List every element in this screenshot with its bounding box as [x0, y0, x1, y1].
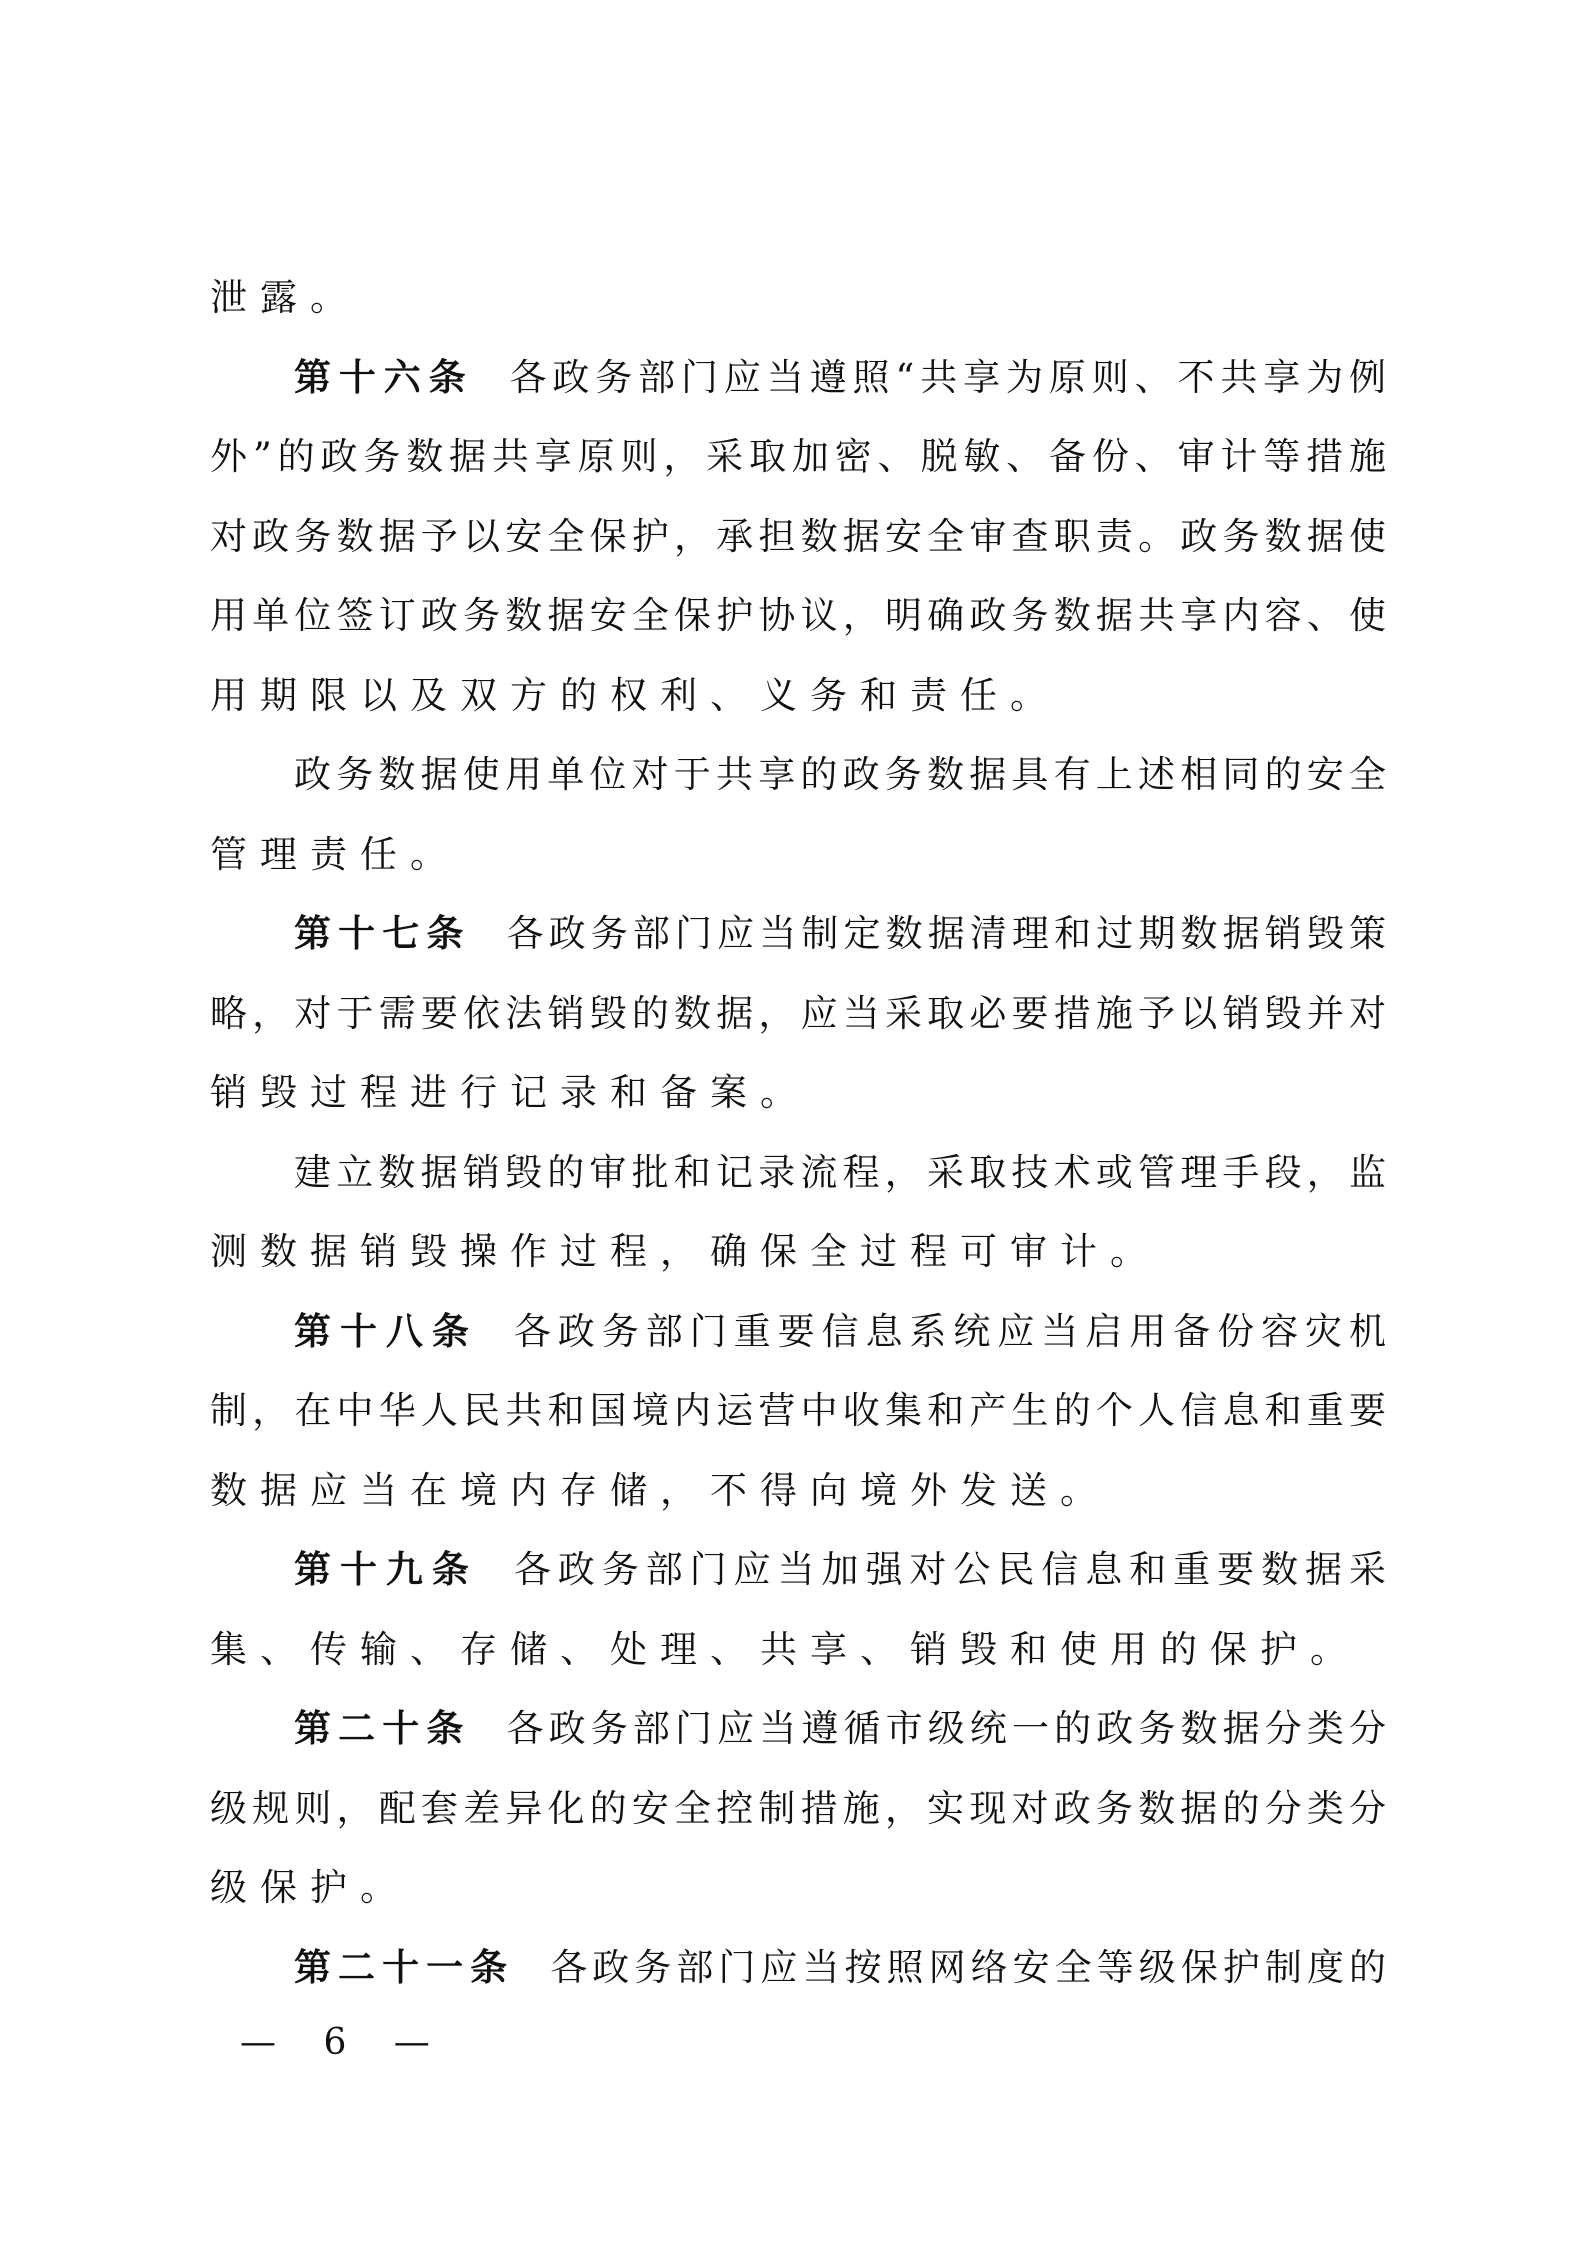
- text-line: [210, 1133, 1386, 1213]
- text-line: [210, 497, 1386, 577]
- article-heading-line: [210, 1530, 1386, 1610]
- article-number: 第十七条: [294, 912, 471, 955]
- line-text: 级规则，配套差异化的安全控制措施，实现对政务数据的分类分: [210, 1786, 1386, 1830]
- line-text: 建立数据销毁的审批和记录流程，采取技术或管理手段，监: [294, 1150, 1386, 1194]
- line-text: 各政务部门应当制定数据清理和过期数据销毁策: [506, 912, 1386, 955]
- text-line: [210, 1212, 1386, 1292]
- text-line: [210, 1053, 1386, 1133]
- article-number: 第十六条: [294, 355, 474, 399]
- line-text: 各政务部门应当遵循市级统一的政务数据分类分: [506, 1707, 1386, 1750]
- document-body: [210, 258, 1386, 2007]
- line-text: 各政务部门重要信息系统应当启用备份容灾机: [513, 1309, 1387, 1353]
- article-number: 第二十条: [294, 1707, 471, 1750]
- line-text: 泄露。: [210, 276, 360, 319]
- article-heading-line: [210, 1689, 1386, 1769]
- line-text: 测数据销毁操作过程，确保全过程可审计。: [210, 1230, 1160, 1273]
- text-line: [210, 1769, 1386, 1849]
- line-text: 各政务部门应当按照网络安全等级保护制度的: [550, 1945, 1387, 1989]
- text-line: [210, 656, 1386, 736]
- text-line: [210, 974, 1386, 1054]
- text-line: [210, 1451, 1386, 1531]
- text-line: [210, 1848, 1386, 1928]
- text-line: [210, 417, 1386, 497]
- text-line: [210, 815, 1386, 895]
- article-number: 第十八条: [294, 1309, 478, 1353]
- article-heading-line: [210, 1928, 1386, 2008]
- line-text: 销毁过程进行记录和备案。: [210, 1071, 810, 1114]
- text-line: [210, 1371, 1386, 1451]
- line-text: 略，对于需要依法销毁的数据，应当采取必要措施予以销毁并对: [210, 991, 1386, 1035]
- line-text: 制，在中华人民共和国境内运营中收集和产生的个人信息和重要: [210, 1389, 1386, 1432]
- text-line: [210, 1610, 1386, 1690]
- line-text: 对政务数据予以安全保护，承担数据安全审查职责。政务数据使: [210, 514, 1386, 558]
- text-line: [210, 735, 1386, 815]
- line-text: 用期限以及双方的权利、义务和责任。: [210, 673, 1060, 717]
- line-text: 集、传输、存储、处理、共享、销毁和使用的保护。: [210, 1627, 1360, 1671]
- text-line: [210, 576, 1386, 656]
- line-text: 用单位签订政务数据安全保护协议，明确政务数据共享内容、使: [210, 594, 1386, 637]
- line-text: 政务数据使用单位对于共享的政务数据具有上述相同的安全: [294, 753, 1386, 796]
- line-text: 数据应当在境内存储，不得向境外发送。: [210, 1468, 1110, 1512]
- article-heading-line: [210, 338, 1386, 418]
- line-text: 各政务部门应当遵照“共享为原则、不共享为例: [509, 355, 1386, 399]
- line-text: 外”的政务数据共享原则，采取加密、脱敏、备份、审计等措施: [210, 435, 1386, 478]
- line-text: 管理责任。: [210, 832, 460, 876]
- text-line: [210, 258, 1386, 338]
- line-text: 各政务部门应当加强对公民信息和重要数据采: [513, 1548, 1387, 1591]
- page-number: — 6 —: [240, 2022, 448, 2063]
- article-heading-line: [210, 1292, 1386, 1372]
- article-number: 第十九条: [294, 1548, 478, 1591]
- article-number: 第二十一条: [294, 1945, 515, 1989]
- article-heading-line: [210, 894, 1386, 974]
- line-text: 级保护。: [210, 1866, 410, 1909]
